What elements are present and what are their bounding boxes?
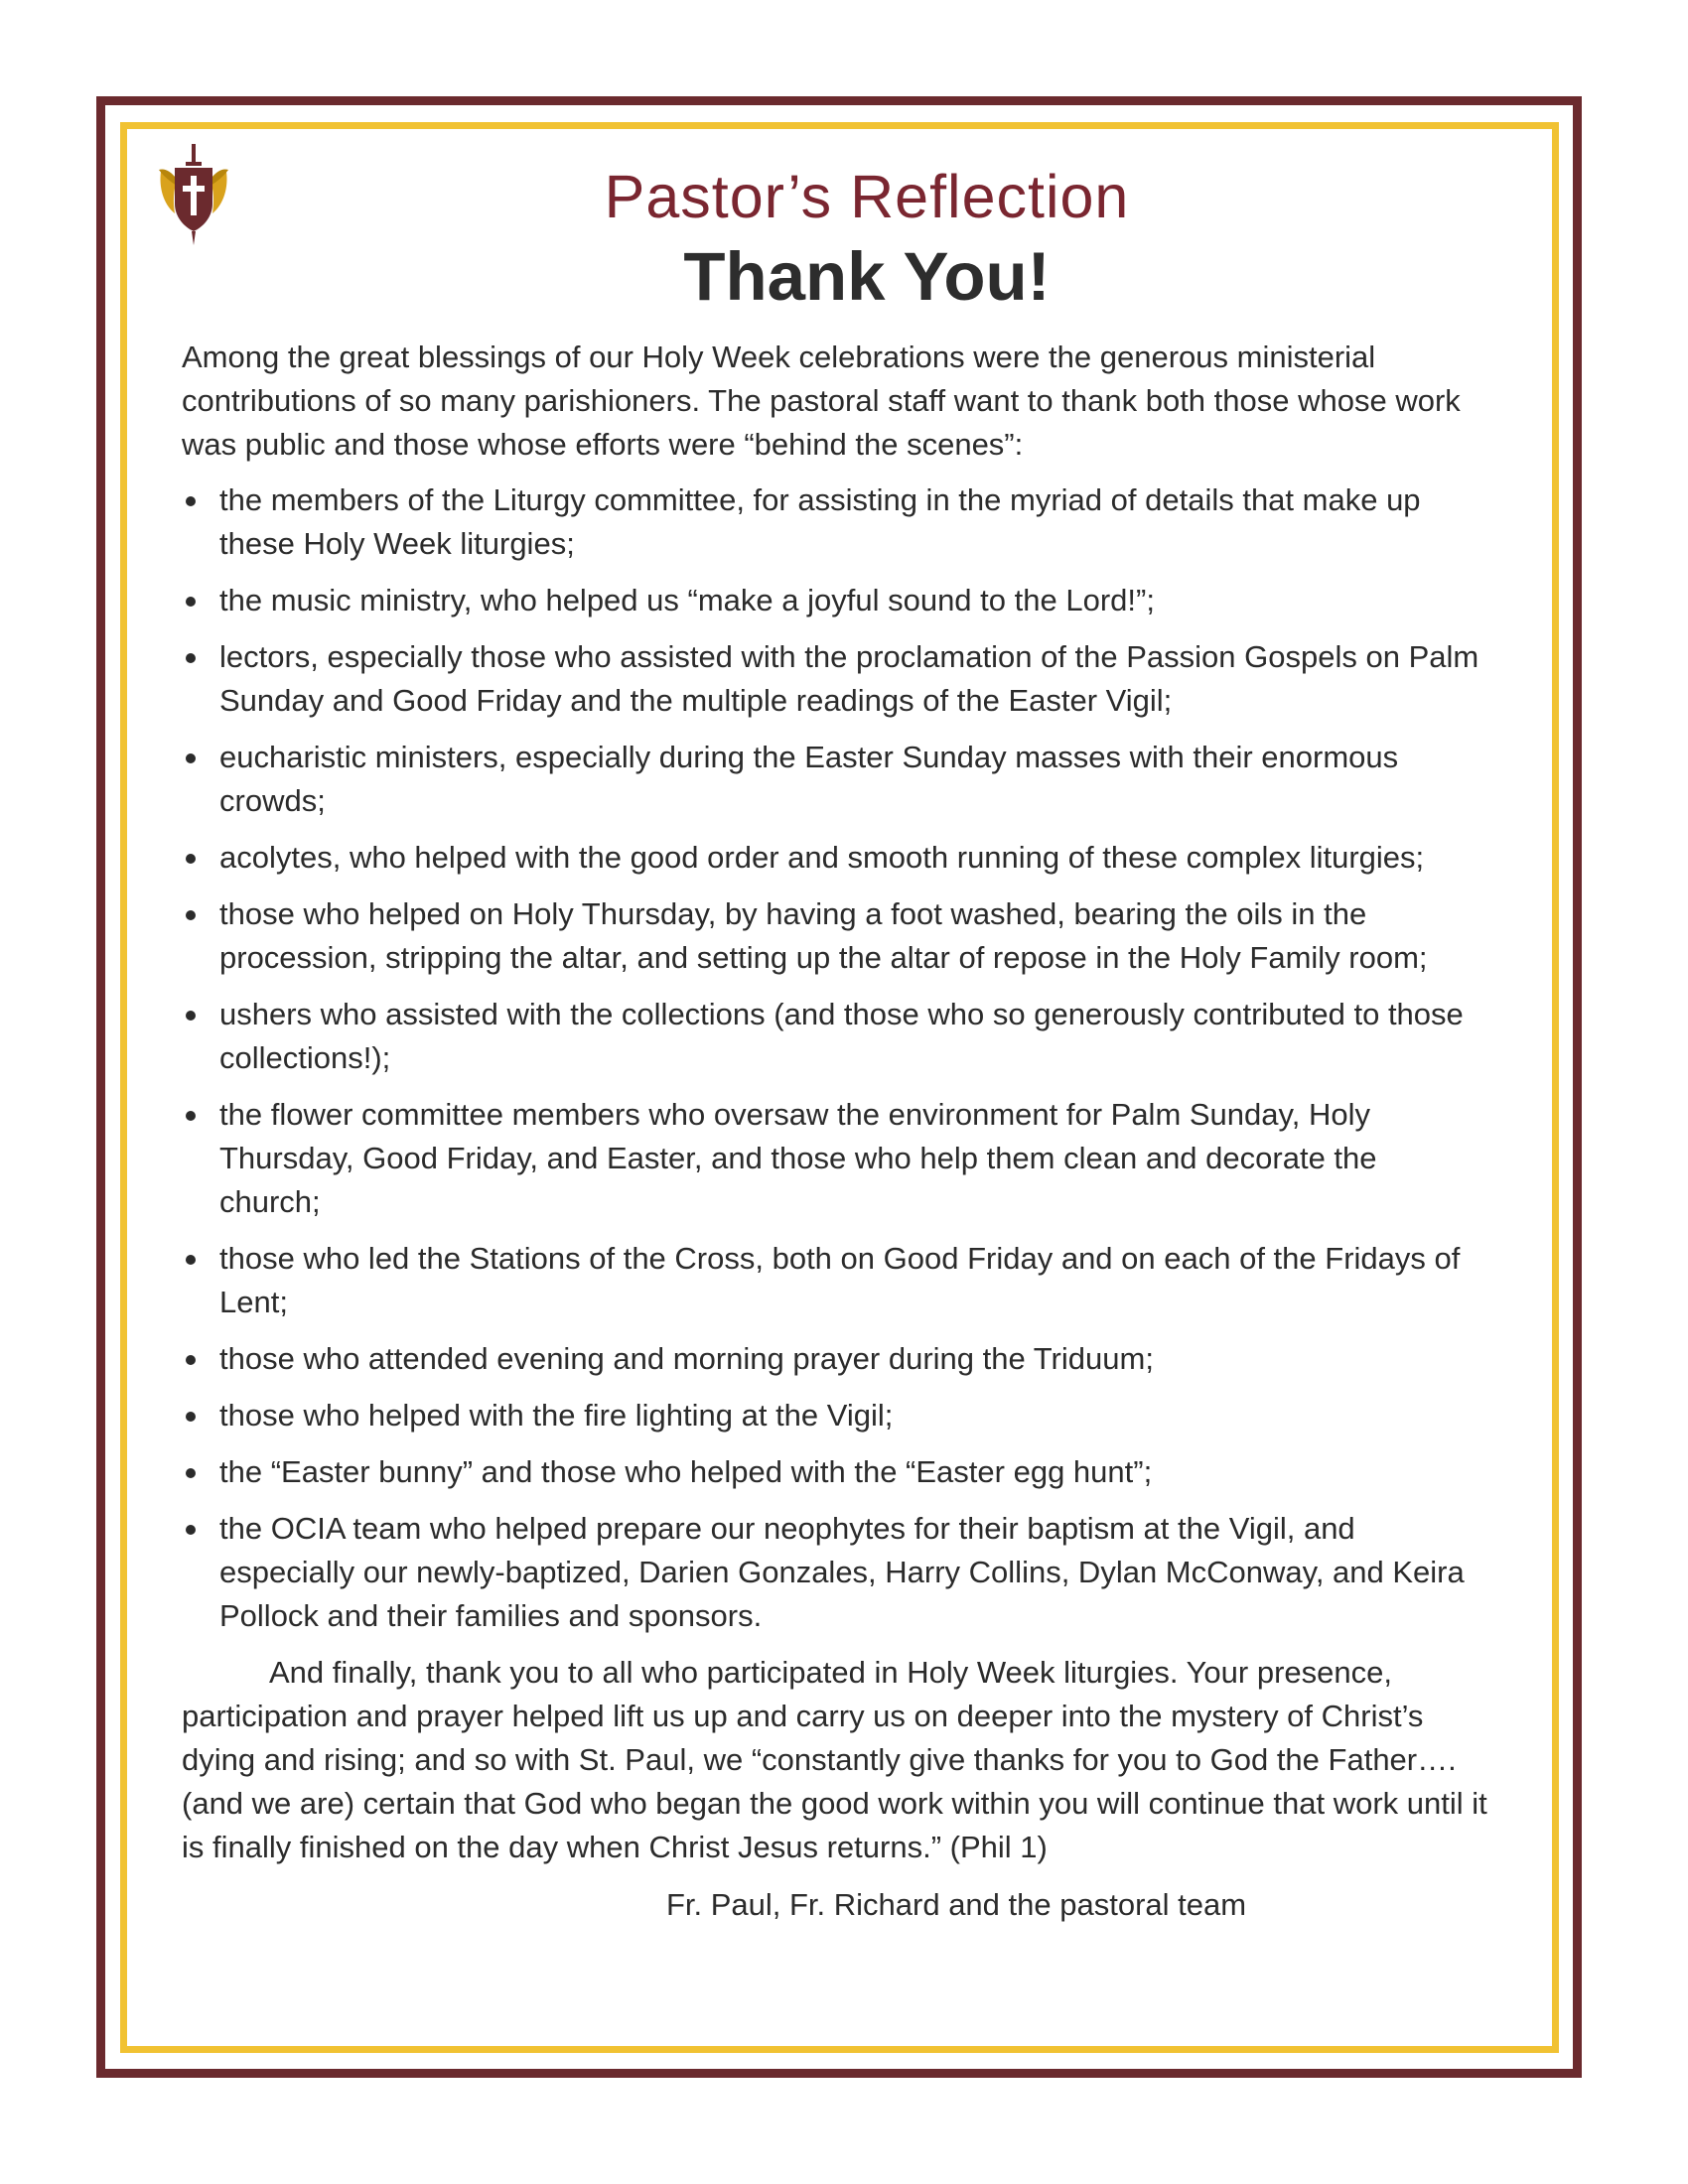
list-item-text: those who attended evening and morning prayer during the Triduum; xyxy=(219,1341,1154,1376)
bullet-icon xyxy=(186,753,196,763)
bullet-icon xyxy=(186,653,196,663)
list-item xyxy=(182,1507,1502,1638)
list-item xyxy=(182,836,1502,880)
bullet-icon xyxy=(186,1011,196,1021)
list-item-text: those who led the Stations of the Cross, both on Good Friday and on each of the Fridays of Lent; xyxy=(219,1241,1461,1319)
page-title: Thank You! xyxy=(683,238,1051,315)
list-item xyxy=(182,579,1502,622)
list-item-text: lectors, especially those who assisted with the proclamation of the Passion Gospels on Palm Sunday and Good Friday and the multiple readings of the Easter Vigil; xyxy=(219,639,1479,718)
bullet-icon xyxy=(186,1468,196,1478)
signature: Fr. Paul, Fr. Richard and the pastoral team xyxy=(665,1887,1247,1922)
list-item-text: the music ministry, who helped us “make a joyful sound to the Lord!”; xyxy=(219,583,1155,617)
bullet-icon xyxy=(186,1355,196,1365)
bullet-icon xyxy=(186,1255,196,1265)
list-item xyxy=(182,1394,1502,1437)
list-item-text: those who helped on Holy Thursday, by having a foot washed, bearing the oils in the procession, stripping the altar, and setting up the altar of repose in the Holy Family room; xyxy=(219,896,1428,975)
list-item-text: those who helped with the fire lighting at the Vigil; xyxy=(219,1398,894,1433)
list-item xyxy=(182,1093,1502,1224)
list-item xyxy=(182,635,1502,723)
bullet-icon xyxy=(186,1111,196,1121)
list-item xyxy=(182,1450,1502,1494)
list-item-text: eucharistic ministers, especially during the Easter Sunday masses with their enormous crowds; xyxy=(219,740,1399,818)
list-item-text: the OCIA team who helped prepare our neophytes for their baptism at the Vigil, and especially our newly-baptized, Darien Gonzales, Harry Collins, Dylan McConway, and Keira Pollock and their families and sponsors. xyxy=(219,1511,1465,1633)
list-item xyxy=(182,478,1502,566)
list-item-text: ushers who assisted with the collections (and those who so generously contributed to those collections!); xyxy=(219,997,1464,1075)
list-item xyxy=(182,993,1502,1080)
list-item xyxy=(182,892,1502,980)
bullet-icon xyxy=(186,1525,196,1535)
thank-you-list xyxy=(182,478,1502,1638)
list-item-text: the members of the Liturgy committee, for assisting in the myriad of details that make up these Holy Week liturgies; xyxy=(219,482,1421,561)
bullet-icon xyxy=(186,597,196,607)
list-item xyxy=(182,1237,1502,1324)
bullet-icon xyxy=(186,854,196,864)
bullet-icon xyxy=(186,496,196,506)
list-item xyxy=(182,1337,1502,1381)
bullet-icon xyxy=(186,910,196,920)
intro-paragraph: Among the great blessings of our Holy Week celebrations were the generous ministerial contributions of so many parishioners. The pastoral staff want to thank both those whose work was public and those whose efforts were “behind the scenes”: xyxy=(182,340,1461,462)
section-title: Pastor’s Reflection xyxy=(604,163,1130,230)
bullet-icon xyxy=(186,1412,196,1422)
list-item-text: the flower committee members who oversaw the environment for Palm Sunday, Holy Thursday, Good Friday, and Easter, and those who help them clean and decorate the church; xyxy=(219,1097,1377,1219)
list-item-text: the “Easter bunny” and those who helped with the “Easter egg hunt”; xyxy=(219,1454,1153,1489)
list-item-text: acolytes, who helped with the good order and smooth running of these complex liturgies; xyxy=(219,840,1425,875)
list-item xyxy=(182,736,1502,823)
reflection-content xyxy=(182,159,1502,1927)
closing-paragraph: And finally, thank you to all who participated in Holy Week liturgies. Your presence, participation and prayer helped lift us up and carry us on deeper into the mystery of Christ’s dying and rising; and so with St. Paul, we “constantly give thanks for you to God the Father…. (and we are) certain that God who began the good work within you will continue that work until it is finally finished on the day when Christ Jesus returns.” (Phil 1) xyxy=(182,1655,1487,1864)
